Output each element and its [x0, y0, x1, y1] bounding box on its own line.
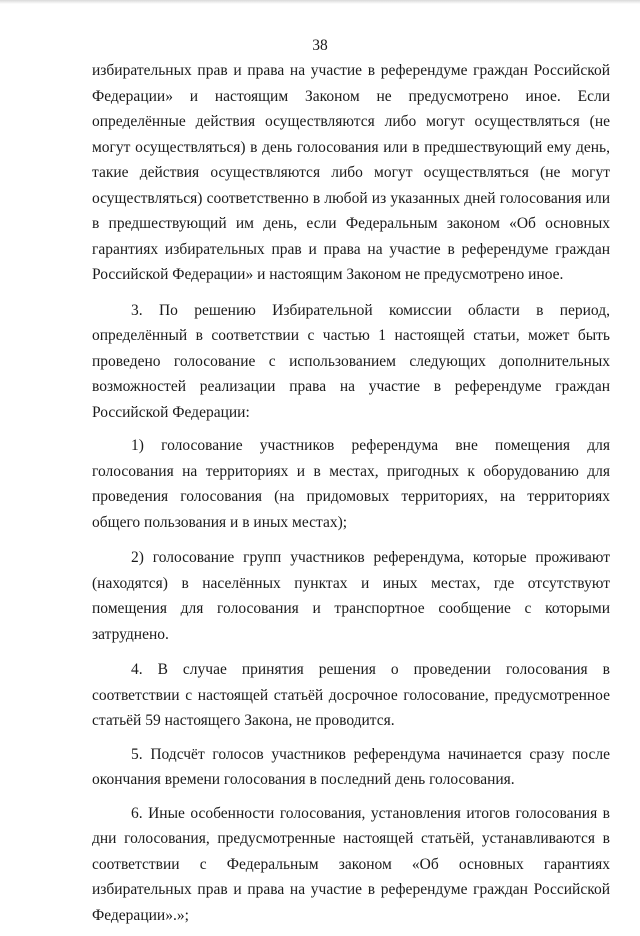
- document-body: [92, 58, 610, 936]
- paragraph-item-4: 4. В случае принятия решения о проведении голосования в соответствии с настоящей статьёй досрочное голосование, предусмотренное статьёй 59 настоящего Закона, не проводится.: [92, 661, 610, 729]
- paragraph-item-6: 6. Иные особенности голосования, установления итогов голосования в дни голосования, предусмотренные настоящей статьёй, устанавливаются в соответствии с Федеральным законом «Об основных гарантиях избирательных прав и права на участие в референдуме граждан Российской Федерации».»;: [92, 804, 610, 924]
- scan-edge: [0, 0, 640, 4]
- page-number: 38: [312, 37, 328, 54]
- subitem-1: 1) голосование участников референдума вне помещения для голосования на территориях и в местах, пригодных к оборудованию для проведения голосования (на придомовых территориях, на территориях общего пользования и в иных местах);: [92, 437, 610, 531]
- subitem-2: 2) голосование групп участников референдума, которые проживают (находятся) в населённых пунктах и иных местах, где отсутствуют помещения для голосования и транспортное сообщение с которыми затруднено.: [92, 549, 610, 643]
- paragraph-item-5: 5. Подсчёт голосов участников референдума начинается сразу после окончания времени голосования в последний день голосования.: [92, 745, 610, 788]
- paragraph-continuation: избирательных прав и права на участие в референдуме граждан Российской Федерации» и настоящим Законом не предусмотрено иное. Если определённые действия осуществляются либо могут осуществляться (не могут осуществляться) в день голосования или в предшествующий ему день, такие действия осуществляются либо могут осуществляться (не могут осуществляться) соответственно в любой из указанных дней голосования или в предшествующий им день, если Федеральным законом «Об основных гарантиях избирательных прав и права на участие в референдуме граждан Российской Федерации» и настоящим Законом не предусмотрено иное.: [92, 62, 610, 283]
- paragraph-item-3: 3. По решению Избирательной комиссии области в период, определённый в соответствии с частью 1 настоящей статьи, может быть проведено голосование с использованием следующих дополнительных возможностей реализации права на участие в референдуме граждан Российской Федерации:: [92, 301, 610, 421]
